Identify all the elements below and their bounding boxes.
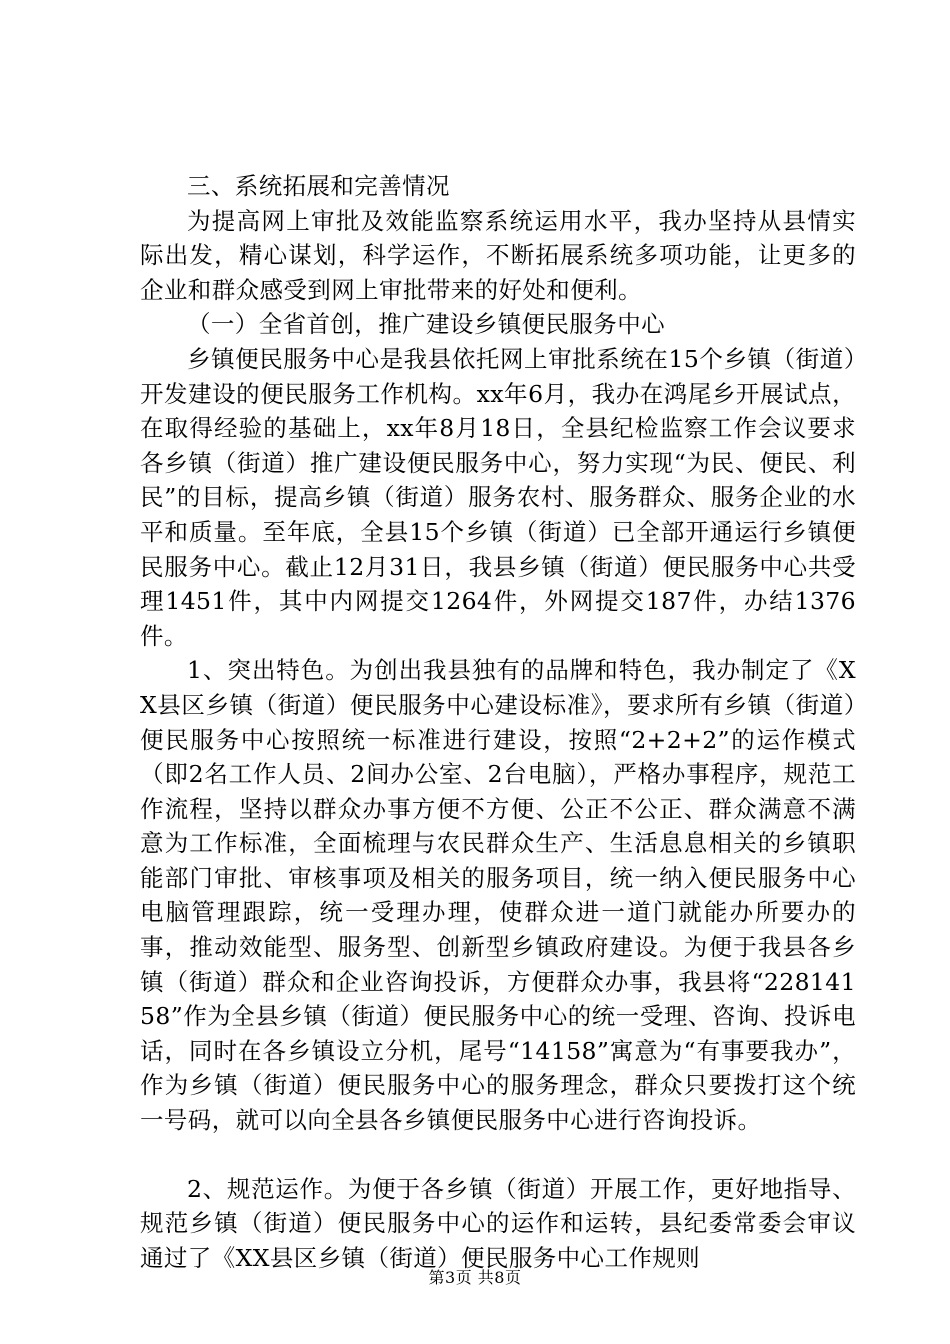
subsection-heading: （一）全省首创，推广建设乡镇便民服务中心	[187, 310, 665, 339]
operation-paragraph: 2、规范运作。为便于各乡镇（街道）开展工作，更好地指导、规范乡镇（街道）便民服务中心的运作和运转，县纪委常委会审议通过了《XX县区乡镇（街道）便民服务中心工作规则	[140, 1174, 856, 1272]
document-body	[140, 169, 856, 1275]
intro-paragraph: 为提高网上审批及效能监察系统运用水平，我办坚持从县情实际出发，精心谋划，科学运作，不断拓展系统多项功能，让更多的企业和群众感受到网上审批带来的好处和便利。	[140, 206, 856, 304]
page-number-footer: 第3页 共8页	[428, 1268, 522, 1287]
section-heading: 三、系统拓展和完善情况	[187, 172, 450, 200]
paragraph-gap	[140, 1138, 856, 1172]
feature-paragraph: 1、突出特色。为创出我县独有的品牌和特色，我办制定了《XX县区乡镇（街道）便民服务中心建设标准》，要求所有乡镇（街道）便民服务中心按照统一标准进行建设，按照“2+2+2”的运作模式（即2名工作人员、2间办公室、2台电脑），严格办事程序，规范工作流程，坚持以群众办事方便不方便、公正不公正、群众满意不满意为工作标准，全面梳理与农民群众生产、生活息息相关的乡镇职能部门审批、审核事项及相关的服务项目，统一纳入便民服务中心电脑管理跟踪，统一受理办理，使群众进一道门就能办所要办的事，推动效能型、服务型、创新型乡镇政府建设。为便于我县各乡镇（街道）群众和企业咨询投诉，方便群众办事，我县将“22814158”作为全县乡镇（街道）便民服务中心的统一受理、咨询、投诉电话，同时在各乡镇设立分机，尾号“14158”寓意为“有事要我办”，作为乡镇（街道）便民服务中心的服务理念，群众只要拨打这个统一号码，就可以向全县各乡镇便民服务中心进行咨询投诉。	[140, 656, 856, 1135]
service-center-paragraph: 乡镇便民服务中心是我县依托网上审批系统在15个乡镇（街道）开发建设的便民服务工作机构。xx年6月，我办在鸿尾乡开展试点，在取得经验的基础上，xx年8月18日，全县纪检监察工作会议要求各乡镇（街道）推广建设便民服务中心，努力实现“为民、便民、利民”的目标，提高乡镇（街道）服务农村、服务群众、服务企业的水平和质量。至年底，全县15个乡镇（街道）已全部开通运行乡镇便民服务中心。截止12月31日，我县乡镇（街道）便民服务中心共受理1451件，其中内网提交1264件，外网提交187件，办结1376件。	[140, 344, 856, 650]
